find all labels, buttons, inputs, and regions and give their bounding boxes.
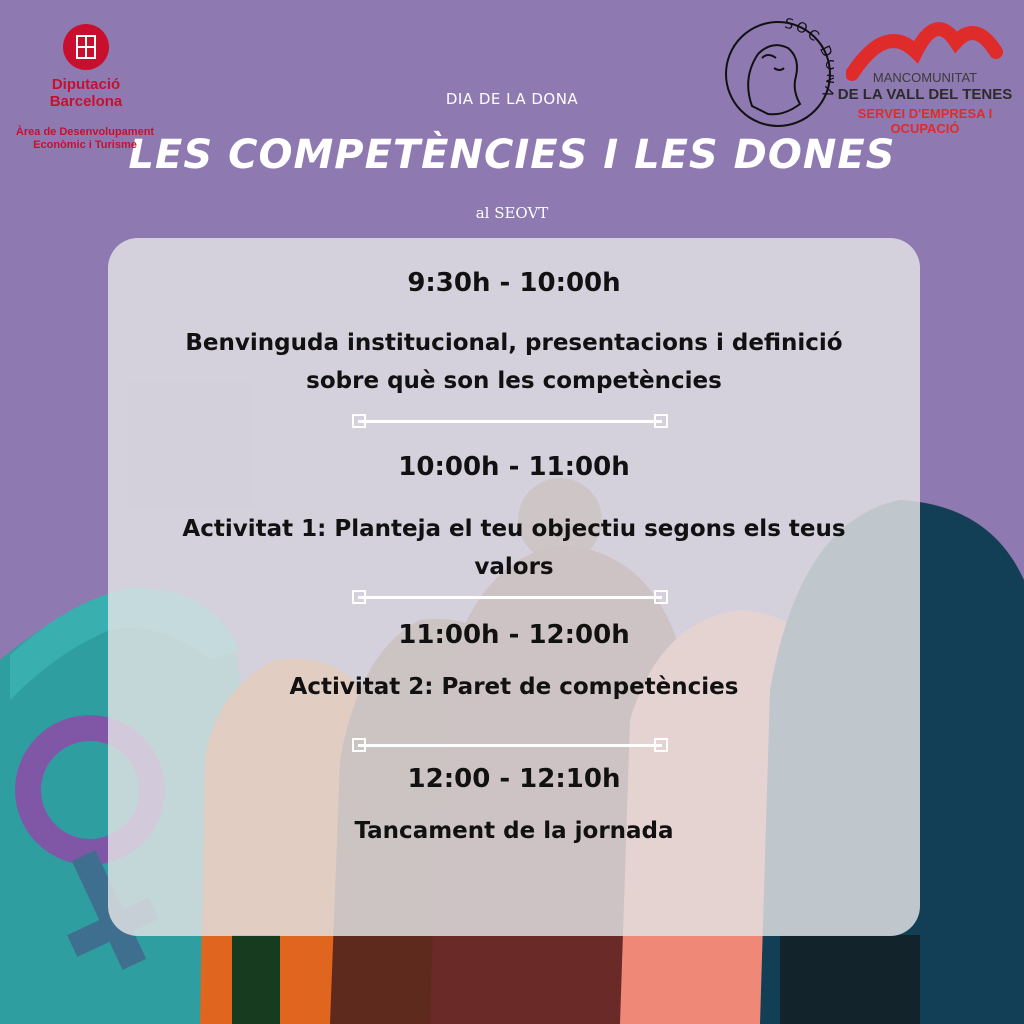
schedule-description-3: Activitat 2: Paret de competències — [289, 674, 739, 700]
event-subtitle: al SEOVT — [475, 204, 549, 222]
diputacio-seal-icon — [63, 24, 109, 70]
mancomunitat-line2: DE LA VALL DEL TENES — [837, 86, 1013, 103]
schedule-separator — [352, 738, 668, 752]
schedule-separator — [352, 590, 668, 604]
svg-text:SOC DONA — [783, 18, 834, 101]
schedule-time-3: 11:00h - 12:00h — [398, 620, 630, 650]
soc-dona-logo — [722, 18, 834, 130]
silhouette-dark-green — [232, 935, 280, 1024]
soc-dona-text: SOC D — [783, 18, 834, 62]
event-title: LES COMPETÈNCIES I LES DONES — [128, 132, 896, 178]
schedule-time-1: 9:30h - 10:00h — [407, 268, 621, 298]
schedule-separator — [352, 414, 668, 428]
mancomunitat-line1: MANCOMUNITAT — [872, 70, 978, 85]
diputacio-name: Diputació Barcelona — [49, 76, 123, 110]
schedule-panel — [108, 238, 920, 936]
event-supertitle: DIA DE LA DONA — [445, 90, 579, 108]
schedule-description-2: Activitat 1: Planteja el teu objectiu segons els teus valors — [182, 516, 846, 580]
mancomunitat-service: SERVEI D'EMPRESA I OCUPACIÓ — [857, 106, 993, 136]
schedule-time-2: 10:00h - 11:00h — [398, 452, 630, 482]
silhouette-black-bottom — [780, 935, 920, 1024]
diputacio-area: Àrea de Desenvolupament Econòmic i Turisme — [15, 126, 155, 151]
schedule-description-1: Benvinguda institucional, presentacions i definició sobre què son les competències — [185, 330, 843, 394]
schedule-time-4: 12:00 - 12:10h — [407, 764, 621, 794]
schedule-description-4: Tancament de la jornada — [354, 818, 674, 844]
